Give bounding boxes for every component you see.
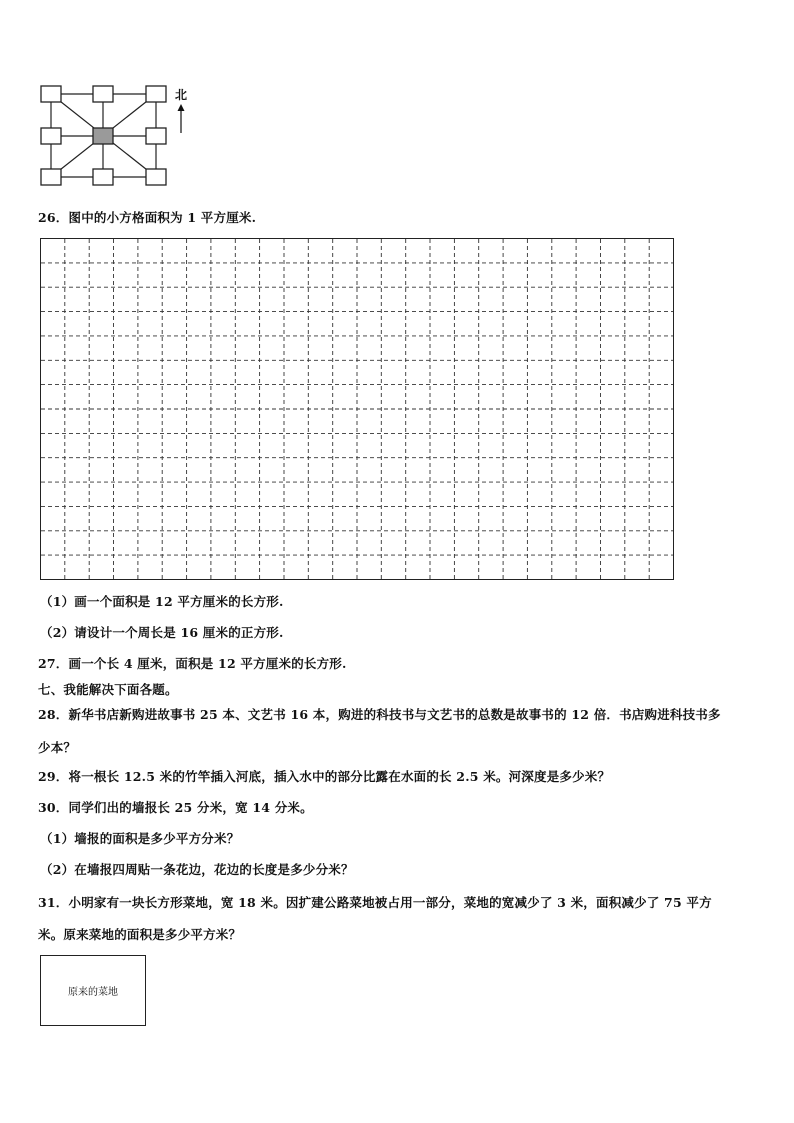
original-vegetable-plot-box xyxy=(40,955,146,1026)
section7-title: 七、我能解决下面各题。 xyxy=(38,682,178,697)
map-node-sw xyxy=(41,169,61,185)
q28-line1: 28．新华书店新购进故事书 25 本、文艺书 16 本，购进的科技书与文艺书的总数是故事书的 12 倍．书店购进科技书多 xyxy=(38,707,721,722)
map-node-ne xyxy=(146,86,166,102)
q30-part2: （2）在墙报四周贴一条花边，花边的长度是多少分米？ xyxy=(40,862,354,877)
map-diagram xyxy=(36,82,176,192)
north-arrow-icon xyxy=(176,104,186,134)
q31-line2: 米。原来菜地的面积是多少平方米？ xyxy=(38,927,242,942)
q30-text: 30．同学们出的墙报长 25 分米，宽 14 分米。 xyxy=(38,800,313,815)
q27-text: 27．画一个长 4 厘米，面积是 12 平方厘米的长方形. xyxy=(38,656,347,671)
north-label: 北 xyxy=(175,88,188,102)
q26-part1: （1）画一个面积是 12 平方厘米的长方形. xyxy=(40,594,284,609)
original-vegetable-plot-label: 原来的菜地 xyxy=(68,987,118,998)
q31-line1: 31．小明家有一块长方形菜地，宽 18 米。因扩建公路菜地被占用一部分，菜地的宽减少了 3 米，面积减少了 75 平方 xyxy=(38,895,712,910)
q28-line2: 少本？ xyxy=(38,740,77,755)
map-node-e xyxy=(146,128,166,144)
map-node-nw xyxy=(41,86,61,102)
q30-part1: （1）墙报的面积是多少平方分米？ xyxy=(40,831,240,846)
map-node-w xyxy=(41,128,61,144)
map-node-s xyxy=(93,169,113,185)
square-grid xyxy=(40,238,674,580)
map-node-n xyxy=(93,86,113,102)
map-node-se xyxy=(146,169,166,185)
q29-text: 29．将一根长 12.5 米的竹竿插入河底，插入水中的部分比露在水面的长 2.5 米。河深度是多少米？ xyxy=(38,769,611,784)
q26-title: 26．图中的小方格面积为 1 平方厘米. xyxy=(38,210,257,225)
map-node-center xyxy=(93,128,113,144)
q26-part2: （2）请设计一个周长是 16 厘米的正方形. xyxy=(40,625,284,640)
